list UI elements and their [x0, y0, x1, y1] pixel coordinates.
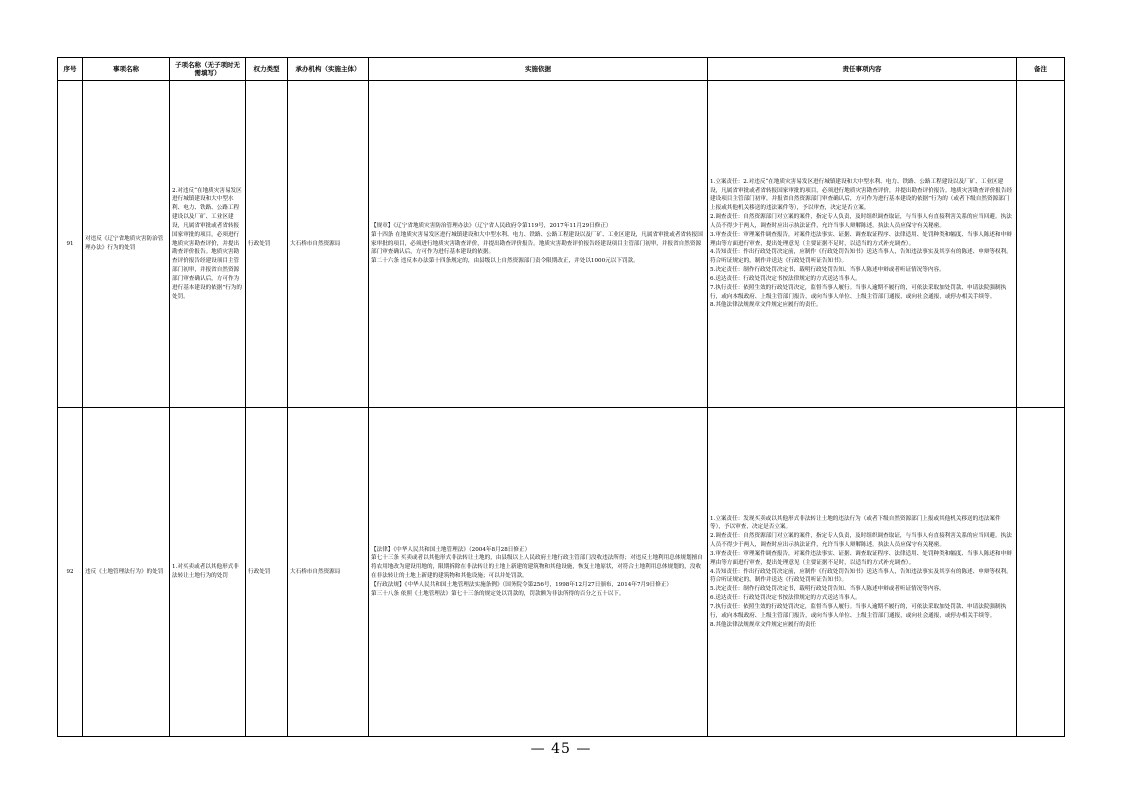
row-responsibility: 1.立案责任：2.对违反“在地质灾害易发区进行城镇建设和大中型水利、电力、铁路、公路工程建设以及厂矿、工业区建设，凡属省审批或者省转报国家审批的项目，必须进行地质灾害勘查评价，并提出勘查评价报告。地质灾害勘查评价报告经建设项目主管部门初审，并报省自然资源部门审查确认后，方可作为进行基本建设的依据”行为的（或者下级自然资源部门上报或其他机关移送的违法案件等），予以审查，决定是否立案。 2.调查责任：自然资源部门对立案的案件，指定专人负责，及时组织调查取证，与当事人有直接利害关系的应当回避。执法人员不得少于两人，调查时应出示执法证件，允许当事人辩解陈述。执法人员应保守有关秘密。 3.审查责任：审理案件调查报告，对案件违法事实、证据、调查取证程序、法律适用、处罚种类和幅度、当事人陈述和申辩理由等方面进行审查，提出处理意见（主要证据不足时，以适当的方式补充调查）。 4.告知责任：作出行政处罚决定前，应制作《行政处罚告知书》送达当事人，告知违法事实及其享有的陈述、申辩等权利。符合听证规定的，制作并送达《行政处罚听证告知书》。 5.决定责任：制作行政处罚决定书，载明行政处罚告知、当事人陈述申辩或者听证情况等内容。 6.送达责任：行政处罚决定书按法律规定的方式送达当事人。 7.执行责任：依照生效的行政处罚决定，监督当事人履行。当事人逾期不履行的，可依法采取加处罚款、申请法院强制执行，或向本级政府、上级主管部门报告，或向当事人单位、上级主管部门通报，或向社会通报，或停办相关手续等。 8.其他法律法规规章文件规定应履行的责任。	[708, 81, 1017, 408]
row-seq: 92	[58, 408, 83, 737]
table-row	[58, 81, 1065, 408]
header-sub-item: 子项名称（无子项时无需填写）	[170, 58, 246, 81]
row-remarks	[1017, 81, 1065, 408]
header-basis: 实施依据	[369, 58, 708, 81]
row-item-name: 对违反《辽宁省地质灾害防治管理办法》行为的处罚	[83, 81, 170, 408]
row-responsibility: 1.立案责任：发现买卖或以其他形式非法转让土地的违法行为（或者下级自然资源部门上报或其他机关移送的违法案件等），予以审查，决定是否立案。 2.调查责任：自然资源部门对立案的案件，指定专人负责，及时组织调查取证，与当事人有直接利害关系的应当回避。执法人员不得少于两人，调查时应出示执法证件，允许当事人辩解陈述。执法人员应保守有关秘密。 3.审查责任：审理案件调查报告，对案件违法事实、证据、调查取证程序、法律适用、处罚种类和幅度、当事人陈述和申辩理由等方面进行审查，提出处理意见（主要证据不足时，以适当的方式补充调查）。 4.告知责任：作出行政处罚决定前，应制作《行政处罚告知书》送达当事人，告知违法事实及其享有的陈述、申辩等权利。符合听证规定的，制作并送达《行政处罚听证告知书》。 5.决定责任：制作行政处罚决定书，载明行政处罚告知、当事人陈述申辩或者听证情况等内容。 6.送达责任：行政处罚决定书按法律规定的方式送达当事人。 7.执行责任：依照生效的行政处罚决定，监督当事人履行。当事人逾期不履行的，可依法采取加处罚款、申请法院强制执行，或向本级政府、上级主管部门报告，或向当事人单位、上级主管部门通报，或向社会通报，或停办相关手续等。 8.其他法律法规规章文件规定应履行的责任	[708, 408, 1017, 737]
header-seq: 序号	[58, 58, 83, 81]
row-sub-item: 1.对买卖或者以其他形式非法转让土地行为的处罚	[170, 408, 246, 737]
row-sub-item: 2.对违反“在地质灾害易发区进行城镇建设和大中型水利、电力、铁路、公路工程建设以及厂矿、工业区建设，凡属省审批或者省转报国家审批的项目，必须进行地质灾害勘查评价，并提出勘查评价报告。地质灾害勘查评价报告经建设项目主管部门初审，并报省自然资源部门审查确认后，方可作为进行基本建设的依据”行为的处罚。	[170, 81, 246, 408]
row-agency: 大石桥市自然资源局	[288, 81, 369, 408]
header-item-name: 事项名称	[83, 58, 170, 81]
header-power-type: 权力类型	[246, 58, 288, 81]
header-agency: 承办机构（实施主体）	[288, 58, 369, 81]
row-power-type: 行政处罚	[246, 408, 288, 737]
row-basis: 【法律】《中华人民共和国土地管理法》（2004年8月28日修正） 第七十三条 买卖或者以其他形式非法转让土地的，由县级以上人民政府土地行政主管部门没收违法所得；对违反土地利用总体规划擅自将农用地改为建设用地的，限期拆除在非法转让的土地上新建的建筑物和其他设施，恢复土地原状，对符合土地利用总体规划的，没收在非法转让的土地上新建的建筑物和其他设施；可以并处罚款。 【行政法规】《中华人民共和国土地管理法实施条例》（国务院令第256号，1998年12月27日颁布，2014年7月9日修正） 第三十八条 依照《土地管理法》第七十三条的规定处以罚款的，罚款额为非法所得的百分之五十以下。	[369, 408, 708, 737]
header-row	[58, 58, 1065, 81]
header-remarks: 备注	[1017, 58, 1065, 81]
row-remarks	[1017, 408, 1065, 737]
table-row	[58, 408, 1065, 737]
header-responsibility: 责任事项内容	[708, 58, 1017, 81]
power-list-table	[57, 57, 1065, 737]
row-power-type: 行政处罚	[246, 81, 288, 408]
row-basis: 【规章】《辽宁省地质灾害防治管理办法》（辽宁省人民政府令第119号，2017年11月29日修正） 第十四条 在地质灾害易发区进行城镇建设和大中型水利、电力、铁路、公路工程建设以及厂矿、工业区建设，凡属省审批或者省转报国家审批的项目，必须进行地质灾害勘查评价，并提出勘查评价报告。地质灾害勘查评价报告经建设项目主管部门初审，并报省自然资源部门审查确认后，方可作为进行基本建设的依据。 第二十六条 违反本办法第十四条规定的，由县级以上自然资源部门责令限期改正，并处以1000元以下罚款。	[369, 81, 708, 408]
row-seq: 91	[58, 81, 83, 408]
row-agency: 大石桥市自然资源局	[288, 408, 369, 737]
page-number: — 45 —	[530, 741, 592, 757]
row-item-name: 违反《土地管理法行为》的处罚	[83, 408, 170, 737]
